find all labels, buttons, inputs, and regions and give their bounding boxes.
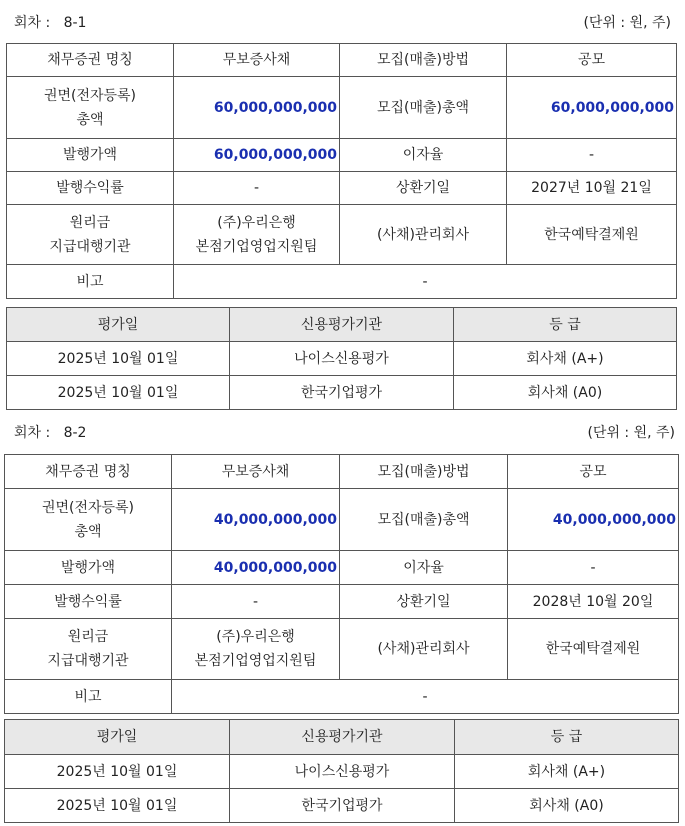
- cell-label: 권면(전자등록) 총액: [5, 489, 172, 551]
- rating-table-2: [4, 719, 679, 823]
- table-cell: 2025년 10월 01일: [7, 342, 230, 376]
- table-cell: 2025년 10월 01일: [5, 755, 230, 789]
- table-cell: 2025년 10월 01일: [7, 376, 230, 410]
- cell-label: 권면(전자등록) 총액: [7, 77, 174, 139]
- table-row: [5, 680, 679, 714]
- unit-label: (단위 : 원, 주): [587, 425, 675, 441]
- table-row: [5, 455, 679, 489]
- cell-label: 원리금 지급대행기관: [5, 619, 172, 680]
- table-cell: 2025년 10월 01일: [5, 789, 230, 823]
- cell-label: (사채)관리회사: [340, 205, 507, 265]
- cell-value: 60,000,000,000: [507, 77, 677, 139]
- cell-label: 비고: [7, 265, 174, 299]
- cell-value: 공모: [508, 455, 679, 489]
- rating-table-1: [6, 307, 677, 410]
- cell-value: 무보증사채: [174, 44, 340, 77]
- table-row: [7, 44, 677, 77]
- table-row: [7, 376, 677, 410]
- cell-value: -: [172, 680, 679, 714]
- cell-value: 2027년 10월 21일: [507, 172, 677, 205]
- round-header-1: [0, 12, 685, 34]
- table-cell: 나이스신용평가: [230, 342, 454, 376]
- cell-value: -: [508, 551, 679, 585]
- cell-value: -: [172, 585, 340, 619]
- cell-label: 발행가액: [5, 551, 172, 585]
- table-row: [7, 77, 677, 139]
- cell-label: 채무증권 명칭: [7, 44, 174, 77]
- round-label: 회차 : 8-1: [14, 15, 87, 31]
- cell-value: -: [507, 139, 677, 172]
- table-cell: 한국기업평가: [230, 789, 455, 823]
- bond-table-1: [6, 43, 677, 299]
- table-row: [5, 489, 679, 551]
- cell-label: 비고: [5, 680, 172, 714]
- cell-label: 모집(매출)방법: [340, 455, 508, 489]
- cell-label: 발행수익률: [5, 585, 172, 619]
- table-row: [7, 139, 677, 172]
- cell-label: 원리금 지급대행기관: [7, 205, 174, 265]
- table-cell: 회사채 (A0): [454, 376, 677, 410]
- table-row: [5, 755, 679, 789]
- cell-label: 모집(매출)총액: [340, 489, 508, 551]
- cell-label: 채무증권 명칭: [5, 455, 172, 489]
- cell-value: 한국예탁결제원: [507, 205, 677, 265]
- bond-table-2: [4, 454, 679, 714]
- cell-value: 60,000,000,000: [174, 139, 340, 172]
- table-row: [5, 585, 679, 619]
- cell-label: 모집(매출)총액: [340, 77, 507, 139]
- table-row: [5, 789, 679, 823]
- table-cell: 나이스신용평가: [230, 755, 455, 789]
- table-header-row: [5, 720, 679, 755]
- table-row: [7, 172, 677, 205]
- cell-label: 상환기일: [340, 172, 507, 205]
- cell-value: (주)우리은행 본점기업영업지원팀: [172, 619, 340, 680]
- cell-label: (사채)관리회사: [340, 619, 508, 680]
- table-row: [5, 551, 679, 585]
- table-row: [7, 342, 677, 376]
- cell-label: 발행수익률: [7, 172, 174, 205]
- cell-value: 40,000,000,000: [508, 489, 679, 551]
- column-header: 등 급: [454, 308, 677, 342]
- unit-label: (단위 : 원, 주): [583, 15, 671, 31]
- cell-value: 40,000,000,000: [172, 551, 340, 585]
- table-row: [7, 205, 677, 265]
- cell-value: 한국예탁결제원: [508, 619, 679, 680]
- column-header: 평가일: [7, 308, 230, 342]
- cell-label: 이자율: [340, 551, 508, 585]
- column-header: 평가일: [5, 720, 230, 755]
- cell-value: 40,000,000,000: [172, 489, 340, 551]
- round-header-2: [0, 422, 685, 444]
- cell-value: -: [174, 172, 340, 205]
- cell-label: 모집(매출)방법: [340, 44, 507, 77]
- column-header: 등 급: [455, 720, 679, 755]
- cell-value: 공모: [507, 44, 677, 77]
- column-header: 신용평가기관: [230, 720, 455, 755]
- table-header-row: [7, 308, 677, 342]
- cell-label: 상환기일: [340, 585, 508, 619]
- table-row: [5, 619, 679, 680]
- round-label: 회차 : 8-2: [14, 425, 87, 441]
- cell-value: (주)우리은행 본점기업영업지원팀: [174, 205, 340, 265]
- cell-value: 무보증사채: [172, 455, 340, 489]
- cell-label: 이자율: [340, 139, 507, 172]
- table-cell: 회사채 (A0): [455, 789, 679, 823]
- cell-value: 2028년 10월 20일: [508, 585, 679, 619]
- column-header: 신용평가기관: [230, 308, 454, 342]
- cell-value: -: [174, 265, 677, 299]
- table-cell: 회사채 (A+): [455, 755, 679, 789]
- cell-value: 60,000,000,000: [174, 77, 340, 139]
- table-row: [7, 265, 677, 299]
- cell-label: 발행가액: [7, 139, 174, 172]
- table-cell: 회사채 (A+): [454, 342, 677, 376]
- table-cell: 한국기업평가: [230, 376, 454, 410]
